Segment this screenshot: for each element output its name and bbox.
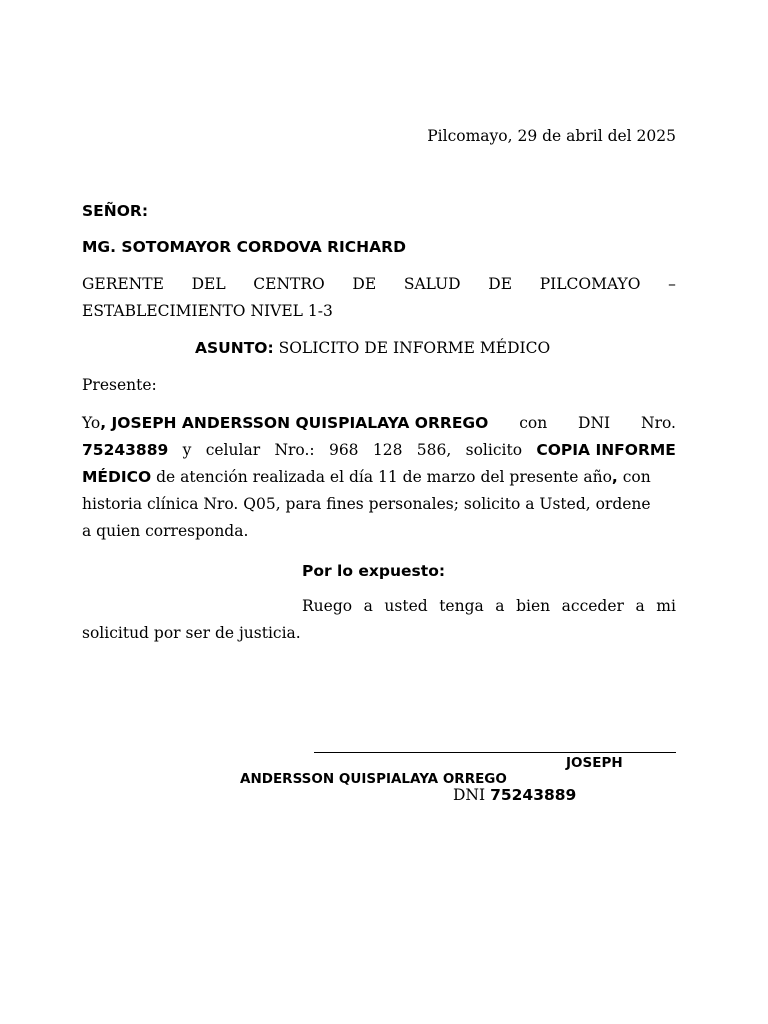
closing-word: Ruego [302, 597, 353, 615]
greeting: Presente: [82, 376, 157, 394]
recipient-role-word: GERENTE [82, 275, 164, 293]
body-line-3 [82, 467, 651, 487]
closing-word: bien [516, 597, 551, 615]
salutation: SEÑOR: [82, 202, 149, 220]
body-text-fragment: Yo, JOSEPH ANDERSSON QUISPIALAYA ORREGO [82, 414, 489, 432]
body-text-fragment: , [611, 468, 618, 486]
closing-word: a [363, 597, 373, 615]
body-line-1 [82, 413, 676, 433]
recipient-role-word: CENTRO [253, 275, 325, 293]
closing-word: tenga [439, 597, 484, 615]
signature-name-part-1: JOSEPH [566, 755, 623, 771]
subject-line [195, 338, 550, 358]
closing-word: a [635, 597, 645, 615]
recipient-role-word: DE [488, 275, 513, 293]
closing-intro: Por lo expuesto: [302, 562, 446, 580]
body-text-fragment: Nro.: [274, 441, 315, 459]
body-text-fragment: DNI [578, 414, 611, 432]
closing-word: usted [384, 597, 428, 615]
body-text-fragment: Nro. [641, 414, 676, 432]
subject-text: SOLICITO DE INFORME MÉDICO [278, 339, 551, 357]
signature-dni-number: 75243889 [490, 786, 577, 804]
letter-date: Pilcomayo, 29 de abril del 2025 [427, 127, 676, 145]
closing-word: a [495, 597, 505, 615]
signature-name-part-2: ANDERSSON QUISPIALAYA ORREGO [240, 771, 507, 787]
body-line-2 [82, 440, 676, 460]
applicant-dni: 75243889 [82, 441, 169, 459]
recipient-role-word: DEL [191, 275, 226, 293]
requested-document-cont: MÉDICO [82, 468, 152, 486]
closing-line-2: solicitud por ser de justicia. [82, 624, 301, 642]
closing-word: acceder [561, 597, 624, 615]
body-text-fragment: con [519, 414, 548, 432]
body-line-5: a quien corresponda. [82, 522, 249, 540]
requested-document: COPIA INFORME [536, 441, 676, 459]
recipient-role-word: DE [352, 275, 377, 293]
applicant-name: , JOSEPH ANDERSSON QUISPIALAYA ORREGO [100, 414, 489, 432]
phone-part: 128 [372, 441, 403, 459]
closing-word: mi [656, 597, 676, 615]
subject-label: ASUNTO: [195, 339, 274, 357]
recipient-role-word: – [668, 275, 676, 293]
signature-dni-label: DNI [453, 786, 486, 804]
recipient-name: MG. SOTOMAYOR CORDOVA RICHARD [82, 238, 406, 256]
recipient-role-word: SALUD [403, 275, 461, 293]
closing-line-1 [302, 596, 676, 616]
recipient-role-word: PILCOMAYO [539, 275, 641, 293]
recipient-role-line-2: ESTABLECIMIENTO NIVEL 1-3 [82, 302, 333, 320]
phone-part: 586, [416, 441, 452, 459]
recipient-role-line-1 [82, 274, 676, 294]
body-text-fragment: de atención realizada el día 11 de marzo del presente año [151, 468, 612, 486]
body-line-4: historia clínica Nro. Q05, para fines personales; solicito a Usted, ordene [82, 495, 651, 513]
body-text-fragment: con [617, 468, 651, 486]
signature-dni [453, 785, 576, 805]
body-text-fragment: celular [205, 441, 261, 459]
phone-part: 968 [328, 441, 359, 459]
body-text-fragment: y [182, 441, 192, 459]
body-text-fragment: solicito [465, 441, 523, 459]
